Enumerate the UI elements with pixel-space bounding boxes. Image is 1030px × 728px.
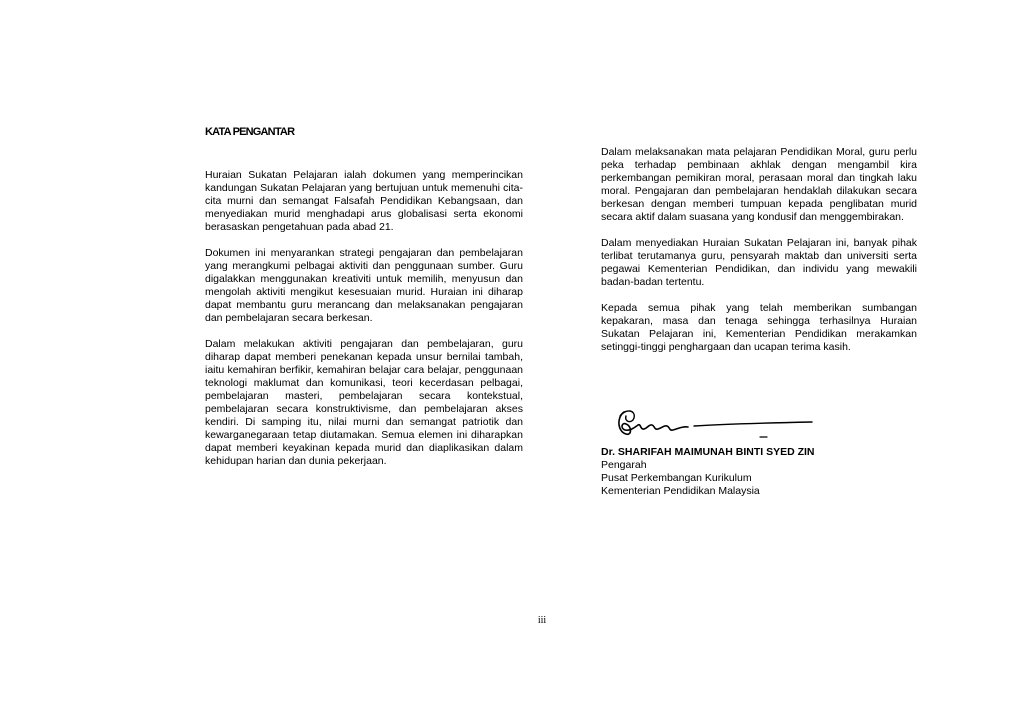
signature-stroke-loop bbox=[620, 411, 634, 422]
paragraph-acknowledgement: Kepada semua pihak yang telah memberikan sumbangan kepakaran, masa dan tenaga sehingga terhasilnya Huraian Sukatan Pelajaran ini, Kementerian Pendidikan merakamkan setinggi-tinggi penghargaan dan ucapan terima kasih. bbox=[601, 302, 917, 353]
signatory-name: Dr. SHARIFAH MAIMUNAH BINTI SYED ZIN bbox=[601, 446, 815, 458]
left-column bbox=[205, 169, 523, 481]
paragraph-activities: Dalam melakukan aktiviti pengajaran dan pembelajaran, guru diharap dapat memberi penekanan kepada unsur bernilai tambah, iaitu kemahiran berfikir, kemahiran belajar cara belajar, penggunaan teknologi maklumat dan komunikasi, teori kecerdasan pelbagai, pembelajaran masteri, pembelajaran secara kontekstual, pembelajaran secara konstruktivisme, dan pembelajaran akses kendiri. Di samping itu, nilai murni dan semangat patriotik dan kewarganegaraan tetap diutamakan. Semua elemen ini diharapkan dapat memberi keyakinan kepada murid dan diaplikasikan dalam kehidupan harian dan dunia pekerjaan. bbox=[205, 338, 523, 467]
signature-underline bbox=[694, 422, 812, 426]
right-column bbox=[601, 146, 917, 367]
signature-stroke-main bbox=[619, 412, 688, 434]
page-number: iii bbox=[537, 615, 547, 626]
signatory-title: Pengarah bbox=[601, 459, 647, 471]
signature-image bbox=[612, 404, 822, 444]
paragraph-intro: Huraian Sukatan Pelajaran ialah dokumen yang memperincikan kandungan Sukatan Pelajaran yang bertujuan untuk memenuhi cita-cita murni dan semangat Falsafah Pendidikan Kebangsaan, dan menyediakan murid menghadapi arus globalisasi serta ekonomi berasaskan pengetahuan pada abad 21. bbox=[205, 169, 523, 233]
paragraph-strategy: Dokumen ini menyarankan strategi pengajaran dan pembelajaran yang merangkumi pelbagai aktiviti dan penggunaan sumber. Guru digalakkan menggunakan kreativiti untuk memilih, menyusun dan mengolah aktiviti mengikut kesesuaian murid. Huraian ini diharap dapat membantu guru merancang dan melaksanakan pengajaran dan pembelajaran secara berkesan. bbox=[205, 247, 523, 324]
signatory-department: Pusat Perkembangan Kurikulum bbox=[601, 472, 752, 484]
signatory-block bbox=[601, 446, 815, 498]
signatory-ministry: Kementerian Pendidikan Malaysia bbox=[601, 485, 760, 497]
paragraph-contributors: Dalam menyediakan Huraian Sukatan Pelajaran ini, banyak pihak terlibat terutamanya guru, pensyarah maktab dan universiti serta pegawai Kementerian Pendidikan, dan individu yang mewakili badan-badan tertentu. bbox=[601, 237, 917, 288]
page-title: KATA PENGANTAR bbox=[205, 126, 295, 138]
paragraph-moral-education: Dalam melaksanakan mata pelajaran Pendidikan Moral, guru perlu peka terhadap pembinaan akhlak dengan mengambil kira perkembangan pemikiran moral, perasaan moral dan tingkah laku moral. Pengajaran dan pembelajaran hendaklah dilakukan secara berkesan dengan memberi tumpuan kepada penglibatan murid secara aktif dalam suasana yang kondusif dan menggembirakan. bbox=[601, 146, 917, 223]
